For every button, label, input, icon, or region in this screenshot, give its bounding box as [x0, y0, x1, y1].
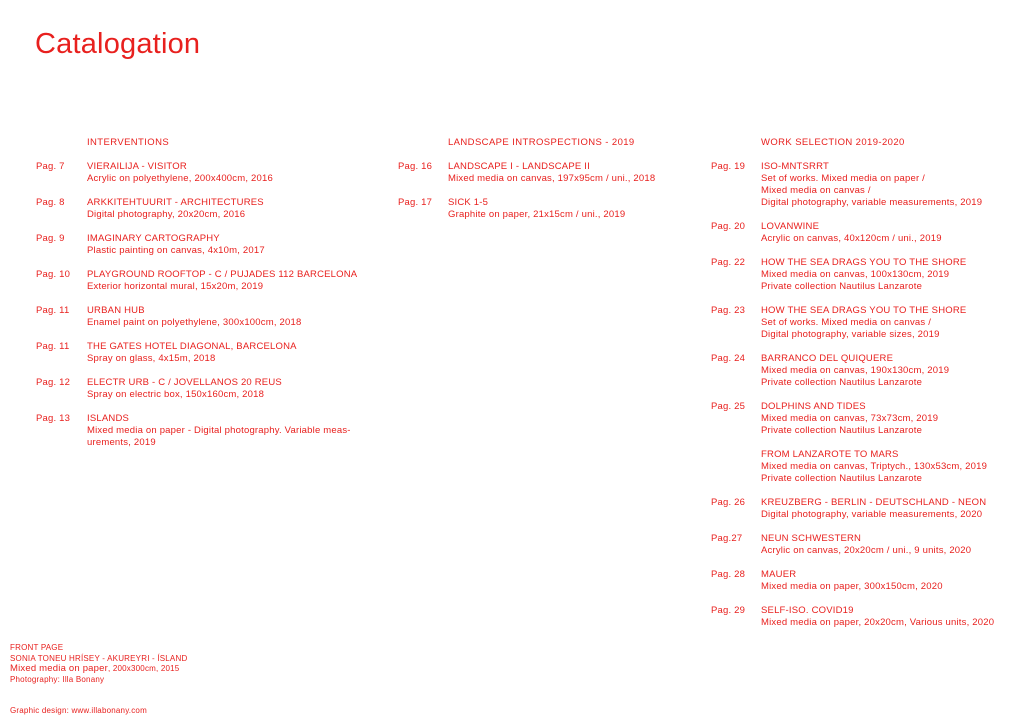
- catalog-entry: [711, 497, 1021, 521]
- entry-detail: Mixed media on canvas, 190x130cm, 2019: [761, 365, 950, 376]
- entry-detail: Digital photography, variable sizes, 2019: [761, 329, 940, 340]
- entry-title: SELF-ISO. COVID19: [761, 605, 854, 616]
- page-number: Pag. 8: [36, 197, 65, 208]
- entry-detail: Private collection Nautilus Lanzarote: [761, 473, 923, 484]
- entry-title: DOLPHINS AND TIDES: [761, 401, 866, 412]
- entry-title: HOW THE SEA DRAGS YOU TO THE SHORE: [761, 305, 967, 316]
- page-number: Pag.27: [711, 533, 743, 544]
- page-number: Pag. 11: [36, 341, 70, 352]
- entry-title: ELECTR URB - C / JOVELLANOS 20 REUS: [87, 377, 282, 388]
- catalog-entry: [36, 233, 376, 257]
- page-number: Pag. 23: [711, 305, 746, 316]
- entry-title: VIERAILIJA - VISITOR: [87, 161, 187, 172]
- catalog-entry: [36, 305, 376, 329]
- entry-title: FROM LANZAROTE TO MARS: [761, 449, 899, 460]
- catalog-entry: [711, 569, 1021, 593]
- entry-detail: Mixed media on canvas, Triptych., 130x53cm, 2019: [761, 461, 988, 472]
- entry-detail: Graphite on paper, 21x15cm / uni., 2019: [448, 209, 626, 220]
- page-title: Catalogation: [35, 28, 201, 60]
- front-page-medium: Mixed media on paper: [10, 663, 108, 674]
- entry-detail: Private collection Nautilus Lanzarote: [761, 377, 923, 388]
- catalog-entry: [711, 605, 1021, 629]
- entry-detail: Spray on electric box, 150x160cm, 2018: [87, 389, 265, 400]
- page-number: Pag. 20: [711, 221, 746, 232]
- entry-detail: Enamel paint on polyethylene, 300x100cm, 2018: [87, 317, 302, 328]
- catalog-entry: [711, 353, 1021, 389]
- page-number: Pag. 12: [36, 377, 71, 388]
- entry-detail: Set of works. Mixed media on canvas /: [761, 317, 932, 328]
- entry-detail: Mixed media on canvas /: [761, 185, 871, 196]
- catalog-entry: [36, 377, 376, 401]
- catalog-entry: [711, 161, 1021, 209]
- entry-detail: Mixed media on canvas, 73x73cm, 2019: [761, 413, 939, 424]
- catalog-entry: [711, 533, 1021, 557]
- catalog-entry: [398, 161, 698, 185]
- entry-title: THE GATES HOTEL DIAGONAL, BARCELONA: [87, 341, 297, 352]
- page-number: Pag. 10: [36, 269, 71, 280]
- front-page-photo: Photography: Illa Bonany: [10, 674, 105, 684]
- page-number: Pag. 9: [36, 233, 65, 244]
- entry-title: NEUN SCHWESTERN: [761, 533, 862, 544]
- page-number: Pag. 16: [398, 161, 433, 172]
- column-heading-landscape: LANDSCAPE INTROSPECTIONS - 2019: [448, 137, 635, 148]
- page-number: Pag. 13: [36, 413, 71, 424]
- entry-title: HOW THE SEA DRAGS YOU TO THE SHORE: [761, 257, 967, 268]
- entry-detail: Exterior horizontal mural, 15x20m, 2019: [87, 281, 264, 292]
- page-number: Pag. 25: [711, 401, 746, 412]
- entry-detail: Mixed media on paper - Digital photography. Variable meas-: [87, 425, 351, 436]
- entry-detail: urements, 2019: [87, 437, 156, 448]
- page-number: Pag. 17: [398, 197, 433, 208]
- catalog-entry: [711, 221, 1021, 245]
- page-number: Pag. 26: [711, 497, 746, 508]
- column-heading-work-selection: WORK SELECTION 2019-2020: [761, 137, 905, 148]
- landscape-list: [398, 161, 698, 233]
- front-page-work: SONIA TONEU HRÍSEY - AKUREYRI - ÍSLAND: [10, 653, 188, 663]
- design-credit: Graphic design: www.illabonany.com: [10, 706, 147, 715]
- entry-detail: Mixed media on paper, 300x150cm, 2020: [761, 581, 943, 592]
- page-number: Pag. 28: [711, 569, 746, 580]
- entry-title: BARRANCO DEL QUIQUERE: [761, 353, 894, 364]
- entry-detail: Mixed media on canvas, 197x95cm / uni., 2018: [448, 173, 656, 184]
- entry-detail: Set of works. Mixed media on paper /: [761, 173, 926, 184]
- entry-detail: Digital photography, variable measurements, 2020: [761, 509, 983, 520]
- page-number: Pag. 22: [711, 257, 746, 268]
- catalog-entry: [36, 161, 376, 185]
- entry-detail: Acrylic on polyethylene, 200x400cm, 2016: [87, 173, 273, 184]
- entry-detail: Private collection Nautilus Lanzarote: [761, 281, 923, 292]
- entry-title: URBAN HUB: [87, 305, 145, 316]
- front-page-label: FRONT PAGE: [10, 643, 64, 652]
- entry-detail: Mixed media on canvas, 100x130cm, 2019: [761, 269, 950, 280]
- entry-title: ISLANDS: [87, 413, 130, 424]
- page-number: Pag. 24: [711, 353, 746, 364]
- catalog-entry: [711, 305, 1021, 341]
- page-number: Pag. 7: [36, 161, 65, 172]
- front-page-credit: [10, 643, 187, 685]
- entry-title: PLAYGROUND ROOFTOP - C / PUJADES 112 BARCELONA: [87, 269, 358, 280]
- entry-detail: Digital photography, 20x20cm, 2016: [87, 209, 246, 220]
- catalog-entry: [36, 413, 376, 449]
- column-heading-interventions: INTERVENTIONS: [87, 137, 170, 148]
- catalog-entry: [36, 341, 376, 365]
- catalog-entry: [711, 257, 1021, 293]
- catalog-entry: [711, 401, 1021, 437]
- page-number: Pag. 19: [711, 161, 746, 172]
- catalog-entry: [398, 197, 698, 221]
- entry-detail: Plastic painting on canvas, 4x10m, 2017: [87, 245, 265, 256]
- entry-title: LANDSCAPE I - LANDSCAPE II: [448, 161, 590, 172]
- entry-title: IMAGINARY CARTOGRAPHY: [87, 233, 220, 244]
- catalog-entry: [36, 269, 376, 293]
- entry-detail: Private collection Nautilus Lanzarote: [761, 425, 923, 436]
- entry-title: MAUER: [761, 569, 797, 580]
- page-number: Pag. 29: [711, 605, 746, 616]
- entry-title: SICK 1-5: [448, 197, 489, 208]
- catalog-entry: [711, 449, 1021, 485]
- page-number: Pag. 11: [36, 305, 70, 316]
- entry-title: ISO-MNTSRRT: [761, 161, 829, 172]
- interventions-list: [36, 161, 376, 461]
- entry-detail: Spray on glass, 4x15m, 2018: [87, 353, 216, 364]
- catalog-entry: [36, 197, 376, 221]
- entry-detail: Acrylic on canvas, 40x120cm / uni., 2019: [761, 233, 942, 244]
- entry-title: KREUZBERG - BERLIN - DEUTSCHLAND - NEON: [761, 497, 987, 508]
- entry-detail: Digital photography, variable measurements, 2019: [761, 197, 983, 208]
- entry-detail: Acrylic on canvas, 20x20cm / uni., 9 units, 2020: [761, 545, 972, 556]
- work-selection-list: [711, 161, 1021, 641]
- entry-detail: Mixed media on paper, 20x20cm, Various units, 2020: [761, 617, 995, 628]
- entry-title: ARKKITEHTUURIT - ARCHITECTURES: [87, 197, 264, 208]
- entry-title: LOVANWINE: [761, 221, 820, 232]
- front-page-details: , 200x300cm, 2015: [108, 664, 180, 673]
